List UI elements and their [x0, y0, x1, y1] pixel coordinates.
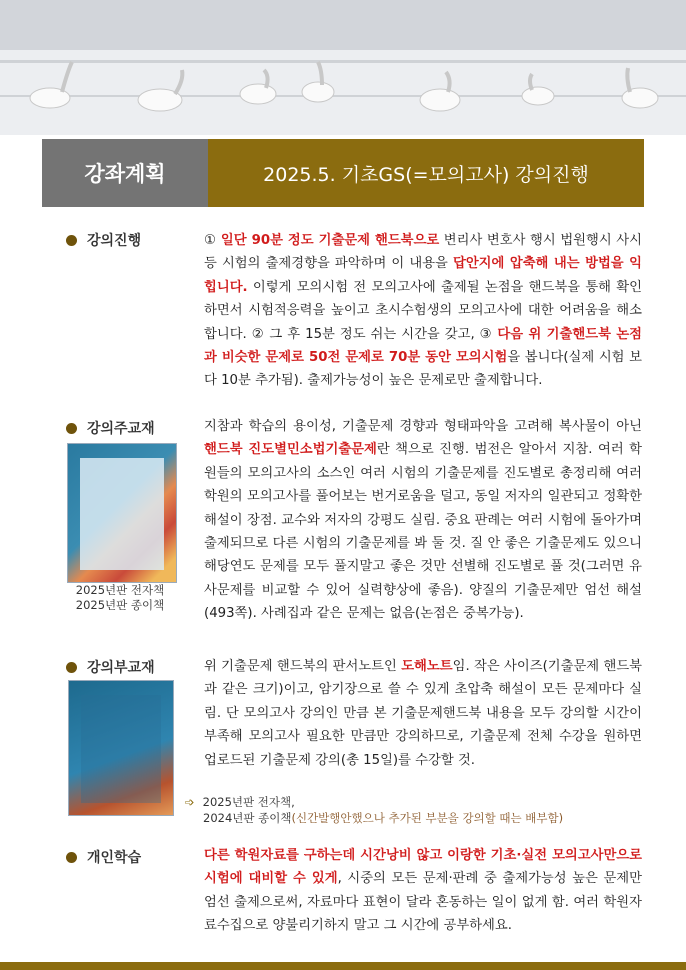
- note-paperbook-detail: (신간발행안했으나 추가된 부분을 강의할 때는 배부함): [291, 810, 564, 825]
- bullet-dot-icon: [66, 852, 77, 863]
- bottom-accent-bar: [0, 962, 686, 970]
- progress-text-1: ①: [204, 233, 221, 248]
- self-study-label: 개인학습: [87, 850, 142, 866]
- progress-text-2: 변리사 변호사 행시 법원행시 사시 등 시험의 출제경향을 파악하며 이 내용을: [204, 233, 642, 272]
- progress-label: 강의진행: [87, 233, 142, 249]
- section-label-progress: [66, 230, 141, 250]
- course-schedule-title: 2025.5. 기초GS(=모의고사) 강의진행: [208, 139, 644, 207]
- progress-text-4: 을 봅니다(실제 시험 보다 10분 추가됨). 출제가능성이 높은 문제로만 출제합니다.: [204, 350, 642, 389]
- bullet-dot-icon: [66, 423, 77, 434]
- note-ebook: 2025년판 전자책,: [202, 795, 295, 809]
- swans-illustration: [0, 0, 686, 135]
- section-label-main-text: [66, 418, 155, 438]
- progress-text-3: 이렇게 모의시험 전 모의고사에 출제될 논점을 핸드북을 통해 확인하면서 시험적응력을 높이고 초시수험생의 모의고사에 대한 어려움을 해소합니다. ② 그 후 15분 정도 쉬는 시간을 갖고, ③: [204, 279, 642, 342]
- self-study-body: [204, 844, 642, 938]
- main-text-highlight: 핸드북 진도별민소법기출문제: [204, 442, 377, 458]
- sub-text-body: [204, 655, 642, 772]
- arrow-right-icon: ➩: [185, 795, 195, 809]
- handbook-cover-image: [67, 443, 177, 583]
- main-text-label: 강의주교재: [87, 421, 155, 437]
- book-cover-panel: [80, 458, 164, 570]
- progress-body: [204, 229, 642, 393]
- self-study-text: , 시중의 모든 문제·판례 중 출제가능성 높은 문제만 엄선 출제으로써, 자료마다 표현이 달라 혼동하는 일이 없게 함. 여러 학원자료수집으로 양불리기하지 말고 그 시간에 공부하세요.: [204, 871, 642, 934]
- sub-text-note: [185, 795, 563, 826]
- main-text-body: [204, 415, 642, 626]
- section-label-self-study: [66, 847, 141, 867]
- sub-text-2: 임. 작은 사이즈(기출문제 핸드북과 같은 크기)이고, 암기장으로 쓸 수 있게 초압축 해설이 모든 문제마다 실림. 단 모의고사 강의인 만큼 본 기출문제핸드북 내용을 모두 강의할 시간이 부족해 모의고사 필요한 만큼만 강의하므로, 기출문제 전체 수강을 원하면 업로드된 기출문제 강의(총 15일)를 수강할 것.: [204, 659, 643, 768]
- main-text-2: 란 책으로 진행. 범전은 알아서 지참. 여러 학원들의 모의고사의 소스인 여러 시험의 기출문제를 진도별로 총정리해 여러 학원의 모의고사를 풀어보는 번거로움을 덜고, 동일 저자의 일관되고 정확한 해설이 장점. 교수와 저자의 강평도 실림. 중요 판례는 여러 시험에 돌아가며 출제되므로 다른 시험의 기출문제를 봐 둘 것. 질 안 좋은 기출문제도 있으니 해당연도 문제를 모두 풀지말고 좋은 것만 선별해 진도별로 풀 것(그러면 유사문제를 비교할 수 있어 실력향상에 좋음). 양질의 기출문제만 엄선 해설(493쪽). 사례집과 같은 문제는 없음(논점은 중복가능).: [204, 442, 642, 622]
- book-cover-panel: [81, 695, 161, 803]
- bullet-dot-icon: [66, 235, 77, 246]
- hero-image-swans: [0, 0, 686, 135]
- progress-highlight-3: 다음 위 기출핸드북 논점과 비슷한 문제로 50전 문제로 70분 동안 모의시험: [204, 326, 642, 366]
- main-text-captions: [60, 583, 180, 613]
- note-paperbook: 2024년판 종이책: [203, 810, 292, 825]
- self-study-highlight: 다른 학원자료를 구하는데 시간낭비 않고 이랑한 기초·실전 모의고사만으로 시험에 대비할 수 있게: [204, 848, 642, 887]
- bullet-dot-icon: [66, 662, 77, 673]
- section-label-sub-text: [66, 657, 155, 677]
- sub-text-highlight: 도해노트: [401, 659, 453, 674]
- diagram-note-cover-image: [68, 680, 174, 816]
- course-plan-title: 강좌계획: [42, 139, 208, 207]
- sub-text-label: 강의부교재: [87, 660, 155, 676]
- sub-text-1: 위 기출문제 핸드북의 판서노트인: [204, 659, 402, 674]
- progress-highlight-1: 일단 90분 정도 기출문제 핸드북으로: [220, 233, 440, 248]
- caption-paperbook: 2025년판 종이책: [75, 598, 165, 612]
- progress-highlight-2: 답안지에 압축해 내는 방법을 익힙니다.: [204, 256, 642, 295]
- main-text-1: 지참과 학습의 용이성, 기출문제 경향과 형태파악을 고려해 복사물이 아닌: [204, 419, 642, 434]
- caption-ebook: 2025년판 전자책: [75, 583, 165, 597]
- title-bar: [42, 139, 644, 207]
